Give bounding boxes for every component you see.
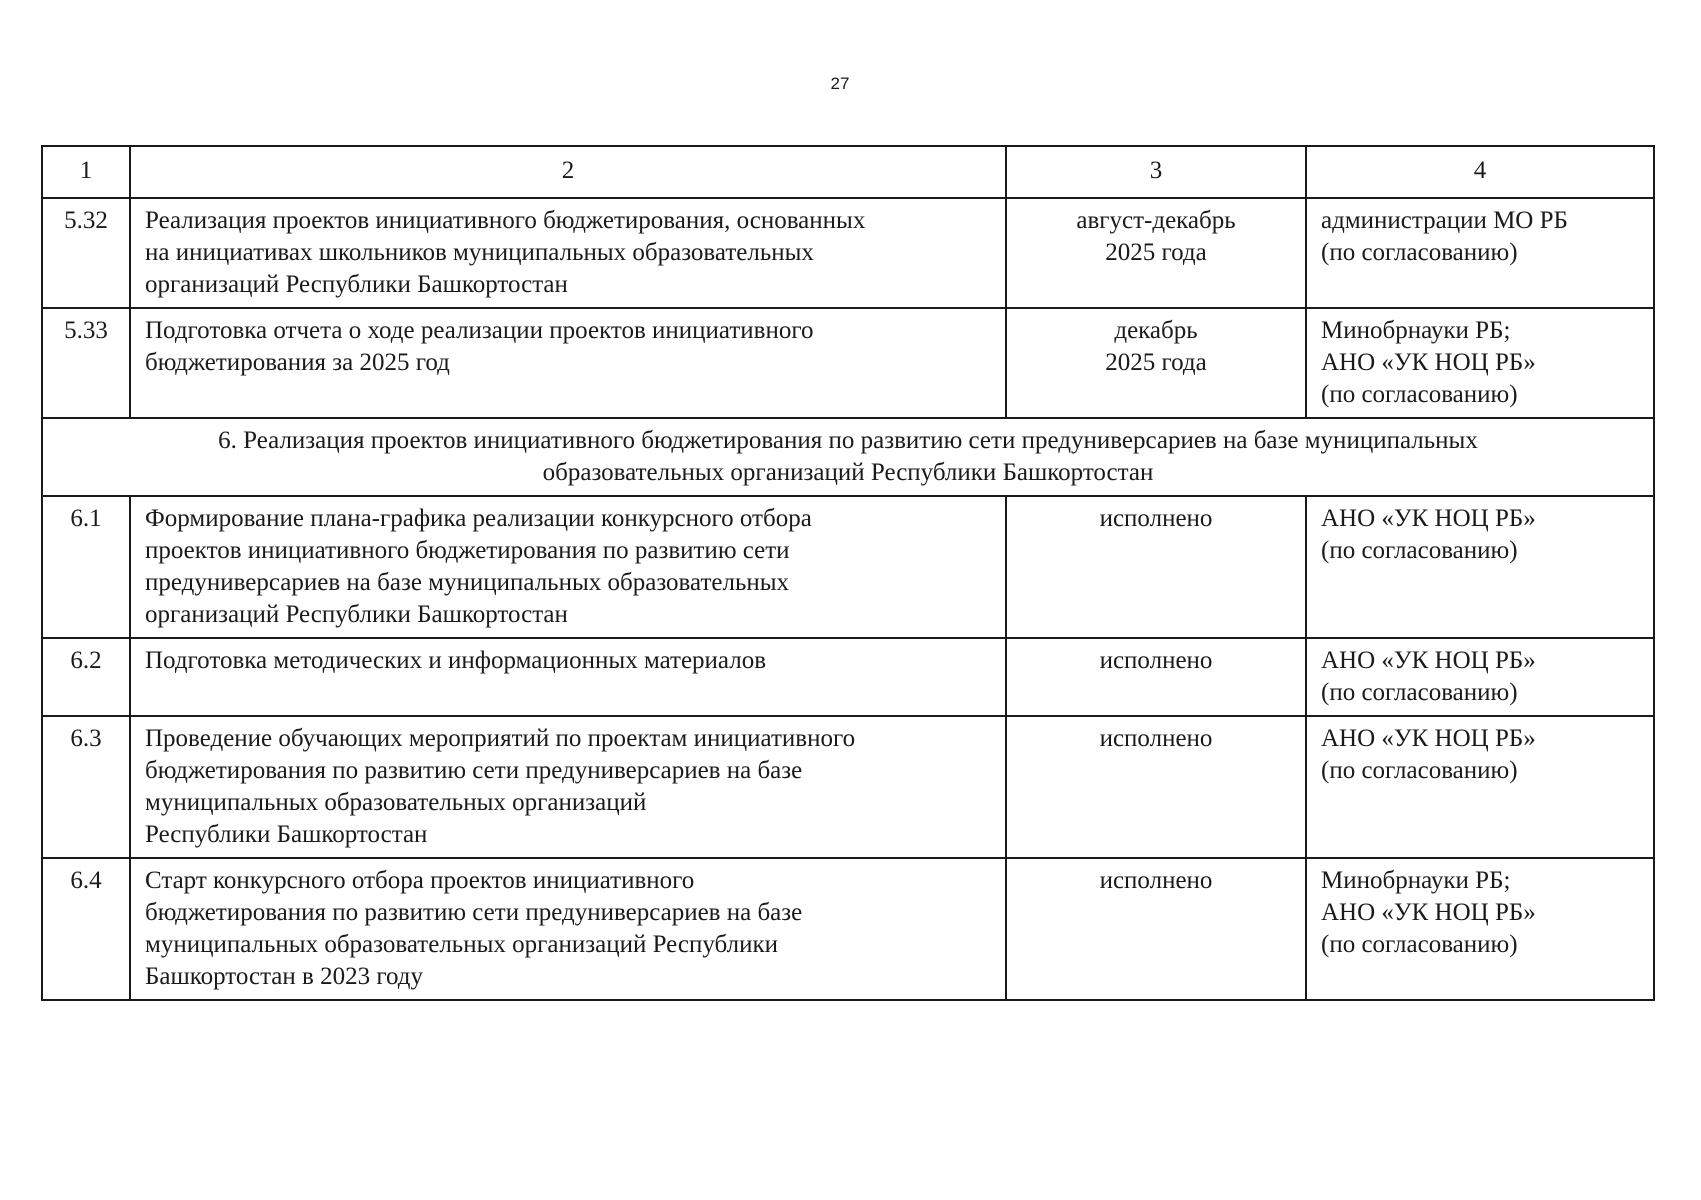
row-number: 6.4 [42, 858, 130, 1000]
section-heading-row [42, 418, 1654, 496]
responsible-party-line: Минобрнауки РБ; [1321, 317, 1511, 344]
responsible-party-line: (по согласованию) [1321, 757, 1518, 784]
responsible-party-line: (по согласованию) [1321, 381, 1518, 408]
event-term-line: исполнено [1099, 867, 1213, 894]
plan-table [41, 145, 1655, 1001]
responsible-party-line: администрации МО РБ [1321, 207, 1568, 234]
responsible-party-line: АНО «УК НОЦ РБ» [1321, 349, 1536, 376]
event-description-line: организаций Республики Башкортостан [145, 271, 568, 298]
responsible-party-line: АНО «УК НОЦ РБ» [1321, 899, 1536, 926]
event-description-line: бюджетирования по развитию сети предуниверсариев на базе [145, 757, 803, 784]
table-row [42, 308, 1654, 418]
event-term-line: 2025 года [1105, 349, 1207, 376]
event-description-line: бюджетирования по развитию сети предуниверсариев на базе [145, 899, 803, 926]
event-description [130, 716, 1006, 858]
event-description-line: на инициативах школьников муниципальных образовательных [145, 239, 814, 266]
event-description-line: Старт конкурсного отбора проектов инициативного [145, 867, 695, 894]
row-number: 5.32 [42, 198, 130, 308]
event-description-line: муниципальных образовательных организаций Республики [145, 931, 779, 958]
table-row [42, 858, 1654, 1000]
event-description [130, 496, 1006, 638]
event-term [1006, 638, 1306, 716]
responsible-party-line: (по согласованию) [1321, 239, 1518, 266]
event-description-line: организаций Республики Башкортостан [145, 601, 568, 628]
responsible-party [1306, 308, 1654, 418]
section-heading-line: 6. Реализация проектов инициативного бюджетирования по развитию сети предуниверсариев на базе муниципальных [218, 427, 1478, 454]
event-description-line: Реализация проектов инициативного бюджетирования, основанных [145, 207, 866, 234]
event-term-line: исполнено [1099, 505, 1213, 532]
row-number: 6.1 [42, 496, 130, 638]
event-description-line: Республики Башкортостан [145, 821, 428, 848]
event-description-line: Башкортостан в 2023 году [145, 963, 423, 990]
table-row [42, 638, 1654, 716]
table-row [42, 716, 1654, 858]
row-number: 6.3 [42, 716, 130, 858]
header-cell-1: 1 [42, 146, 130, 198]
responsible-party [1306, 638, 1654, 716]
event-description [130, 858, 1006, 1000]
table-header-row [42, 146, 1654, 198]
header-cell-4: 4 [1306, 146, 1654, 198]
row-number: 5.33 [42, 308, 130, 418]
responsible-party-line: АНО «УК НОЦ РБ» [1321, 647, 1536, 674]
event-term-line: август-декабрь [1076, 207, 1236, 234]
event-description-line: бюджетирования за 2025 год [145, 349, 450, 376]
event-description [130, 638, 1006, 716]
event-description-line: проектов инициативного бюджетирования по развитию сети [145, 537, 790, 564]
event-term [1006, 858, 1306, 1000]
event-term-line: исполнено [1099, 647, 1213, 674]
responsible-party-line: АНО «УК НОЦ РБ» [1321, 725, 1536, 752]
row-number: 6.2 [42, 638, 130, 716]
event-description [130, 198, 1006, 308]
event-description [130, 308, 1006, 418]
event-term [1006, 198, 1306, 308]
responsible-party-line: (по согласованию) [1321, 679, 1518, 706]
event-term-line: 2025 года [1105, 239, 1207, 266]
responsible-party-line: Минобрнауки РБ; [1321, 867, 1511, 894]
header-cell-2: 2 [130, 146, 1006, 198]
event-description-line: Формирование плана-графика реализации конкурсного отбора [145, 505, 812, 532]
event-description-line: предуниверсариев на базе муниципальных образовательных [145, 569, 790, 596]
responsible-party-line: АНО «УК НОЦ РБ» [1321, 505, 1536, 532]
responsible-party [1306, 496, 1654, 638]
responsible-party [1306, 198, 1654, 308]
header-cell-3: 3 [1006, 146, 1306, 198]
event-description-line: Подготовка отчета о ходе реализации проектов инициативного [145, 317, 814, 344]
event-description-line: Проведение обучающих мероприятий по проектам инициативного [145, 725, 856, 752]
table-row [42, 198, 1654, 308]
event-term-line: декабрь [1114, 317, 1198, 344]
event-term-line: исполнено [1099, 725, 1213, 752]
table-row [42, 496, 1654, 638]
section-heading-line: образовательных организаций Республики Башкортостан [542, 459, 1154, 486]
responsible-party-line: (по согласованию) [1321, 931, 1518, 958]
event-description-line: Подготовка методических и информационных материалов [145, 647, 767, 674]
section-heading [42, 418, 1654, 496]
event-term [1006, 496, 1306, 638]
page-number: 27 [830, 74, 850, 93]
event-term [1006, 308, 1306, 418]
responsible-party-line: (по согласованию) [1321, 537, 1518, 564]
responsible-party [1306, 858, 1654, 1000]
event-term [1006, 716, 1306, 858]
responsible-party [1306, 716, 1654, 858]
event-description-line: муниципальных образовательных организаций [145, 789, 647, 816]
